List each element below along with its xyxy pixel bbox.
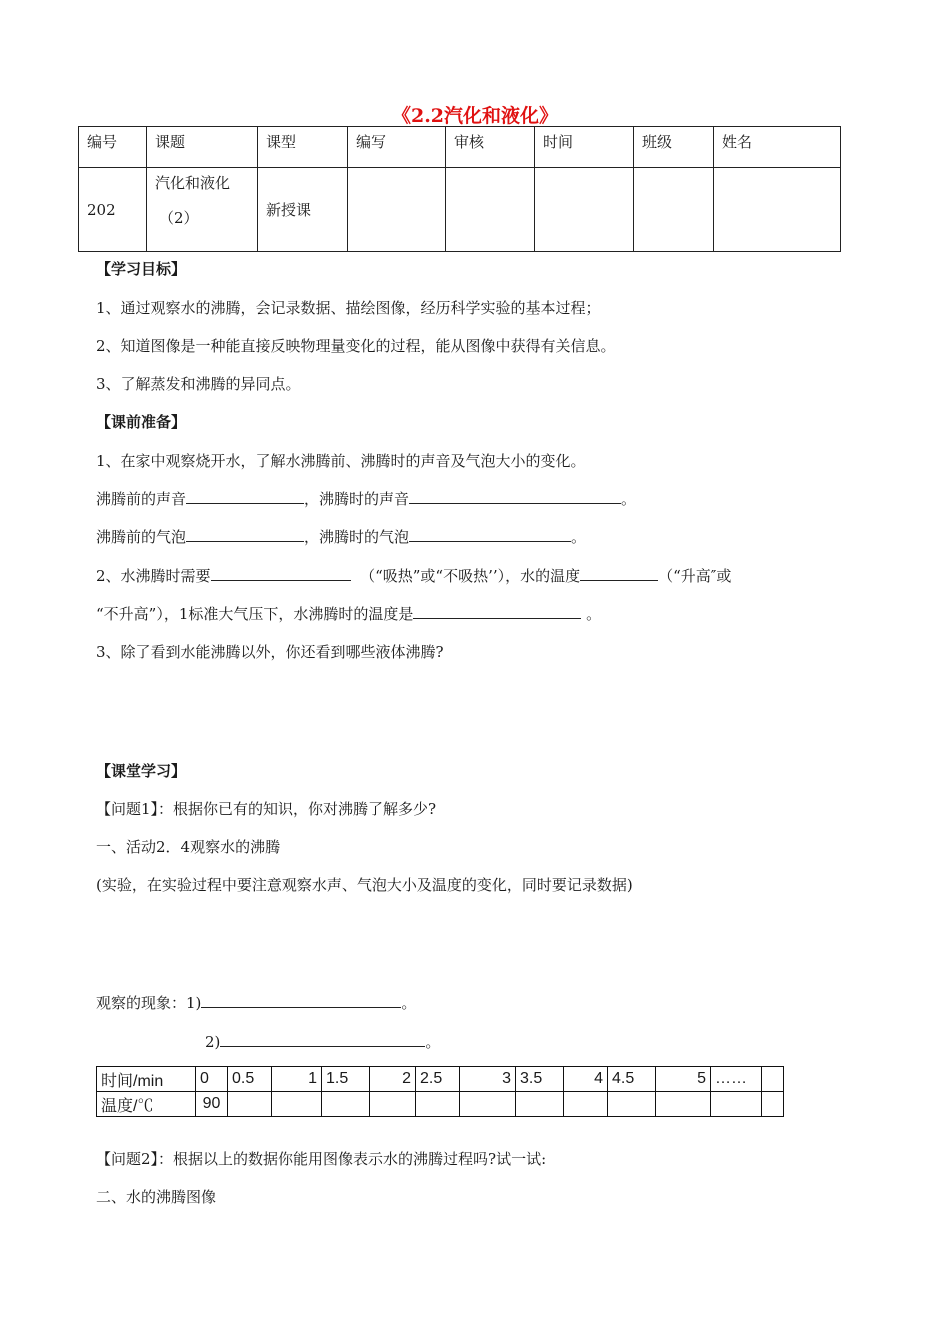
time-cell: 3	[460, 1067, 516, 1092]
time-cell: 2	[370, 1067, 416, 1092]
bubble-line	[96, 526, 586, 547]
section-goals: 【学习目标】	[96, 260, 187, 278]
goal-item: 1、通过观察水的沸腾，会记录数据、描绘图像，经历科学实验的基本过程；	[96, 299, 601, 317]
section-class: 【课堂学习】	[96, 762, 187, 780]
time-cell: 2.5	[416, 1067, 460, 1092]
topic-cell	[147, 168, 258, 252]
sound-during-label: ，沸腾时的声音	[304, 490, 410, 508]
question-2: 【问题2】：根据以上的数据你能用图像表示水的沸腾过程吗?试一试:	[96, 1150, 547, 1168]
number-cell: 202	[79, 168, 147, 252]
goal-item: 3、了解蒸发和沸腾的异同点。	[96, 375, 301, 393]
temp-cell[interactable]	[762, 1092, 784, 1117]
temp-cell[interactable]	[516, 1092, 564, 1117]
temp-cell: 90	[196, 1092, 228, 1117]
type-cell: 新授课	[258, 168, 348, 252]
q2-text: （“升高″或	[658, 567, 732, 585]
observe-line-2	[205, 1031, 440, 1052]
header-cell: 姓名	[714, 127, 841, 168]
goal-item: 2、知道图像是一种能直接反映物理量变化的过程，能从图像中获得有关信息。	[96, 337, 616, 355]
time-cell: 1	[272, 1067, 322, 1092]
header-cell: 审核	[446, 127, 535, 168]
period: 。	[586, 605, 602, 623]
temp-cell[interactable]	[322, 1092, 370, 1117]
bubble-during-blank[interactable]	[409, 526, 571, 542]
temp-cell[interactable]	[370, 1092, 416, 1117]
header-cell: 课型	[258, 127, 348, 168]
period: 。	[401, 994, 417, 1012]
sound-line	[96, 488, 636, 509]
temperature-blank[interactable]	[580, 565, 658, 581]
temp-cell[interactable]	[228, 1092, 272, 1117]
data-table	[96, 1066, 784, 1117]
name-cell	[714, 168, 841, 252]
time-cell: 0.5	[228, 1067, 272, 1092]
period: 。	[621, 490, 637, 508]
time-cell: ……	[711, 1067, 762, 1092]
prep-q1: 1、在家中观察烧开水，了解水沸腾前、沸腾时的声音及气泡大小的变化。	[96, 452, 586, 470]
period: 。	[425, 1033, 441, 1051]
header-cell: 课题	[147, 127, 258, 168]
temp-cell[interactable]	[460, 1092, 516, 1117]
q2-text: （“吸热”或“不吸热’’），水的温度	[360, 567, 581, 585]
page-title: 《2.2汽化和液化》	[391, 105, 559, 127]
header-cell: 班级	[634, 127, 714, 168]
prep-q2-line2	[96, 603, 601, 624]
sound-before-blank[interactable]	[186, 488, 304, 504]
prep-q2-line1	[96, 565, 731, 586]
review-cell	[446, 168, 535, 252]
time-label: 时间/min	[97, 1067, 196, 1092]
period: 。	[571, 528, 587, 546]
class-cell	[634, 168, 714, 252]
q2-text: 2、水沸腾时需要	[96, 567, 211, 585]
temp-cell[interactable]	[711, 1092, 762, 1117]
question-1: 【问题1】：根据你已有的知识，你对沸腾了解多少?	[96, 800, 437, 818]
observe-blank-1[interactable]	[201, 992, 401, 1008]
bubble-during-label: ，沸腾时的气泡	[304, 528, 410, 546]
time-cell: 0	[196, 1067, 228, 1092]
prep-q3: 3、除了看到水能沸腾以外，你还看到哪些液体沸腾?	[96, 643, 444, 661]
temp-cell[interactable]	[564, 1092, 608, 1117]
observe-label: 观察的现象：1)	[96, 994, 202, 1012]
header-cell: 时间	[535, 127, 634, 168]
author-cell	[348, 168, 446, 252]
info-table	[78, 126, 841, 252]
topic-line1: 汽化和液化	[155, 174, 231, 192]
boiling-point-blank[interactable]	[413, 603, 581, 619]
header-cell: 编写	[348, 127, 446, 168]
activity-note: (实验，在实验过程中要注意观察水声、气泡大小及温度的变化，同时要记录数据)	[96, 876, 633, 894]
temp-label: 温度/℃	[97, 1092, 196, 1117]
temp-cell[interactable]	[608, 1092, 656, 1117]
temp-cell[interactable]	[416, 1092, 460, 1117]
heat-blank[interactable]	[211, 565, 351, 581]
section-graph: 二、水的沸腾图像	[96, 1188, 217, 1206]
sound-before-label: 沸腾前的声音	[96, 490, 187, 508]
bubble-before-label: 沸腾前的气泡	[96, 528, 187, 546]
section-prep: 【课前准备】	[96, 413, 187, 431]
sound-during-blank[interactable]	[409, 488, 621, 504]
temp-cell[interactable]	[272, 1092, 322, 1117]
activity-title: 一、活动2．4观察水的沸腾	[96, 838, 281, 856]
observe-label-2: 2)	[205, 1033, 221, 1051]
bubble-before-blank[interactable]	[186, 526, 304, 542]
observe-blank-2[interactable]	[220, 1031, 425, 1047]
time-cell	[762, 1067, 784, 1092]
q2-text: “不升高”），1标准大气压下，水沸腾时的温度是	[96, 605, 414, 623]
topic-line2: （2）	[159, 209, 199, 227]
time-cell: 3.5	[516, 1067, 564, 1092]
time-cell: 1.5	[322, 1067, 370, 1092]
observe-line-1	[96, 992, 416, 1013]
header-cell: 编号	[79, 127, 147, 168]
temp-cell[interactable]	[656, 1092, 711, 1117]
time-cell: 4.5	[608, 1067, 656, 1092]
time-cell: 5	[656, 1067, 711, 1092]
time-cell: 4	[564, 1067, 608, 1092]
time-cell	[535, 168, 634, 252]
